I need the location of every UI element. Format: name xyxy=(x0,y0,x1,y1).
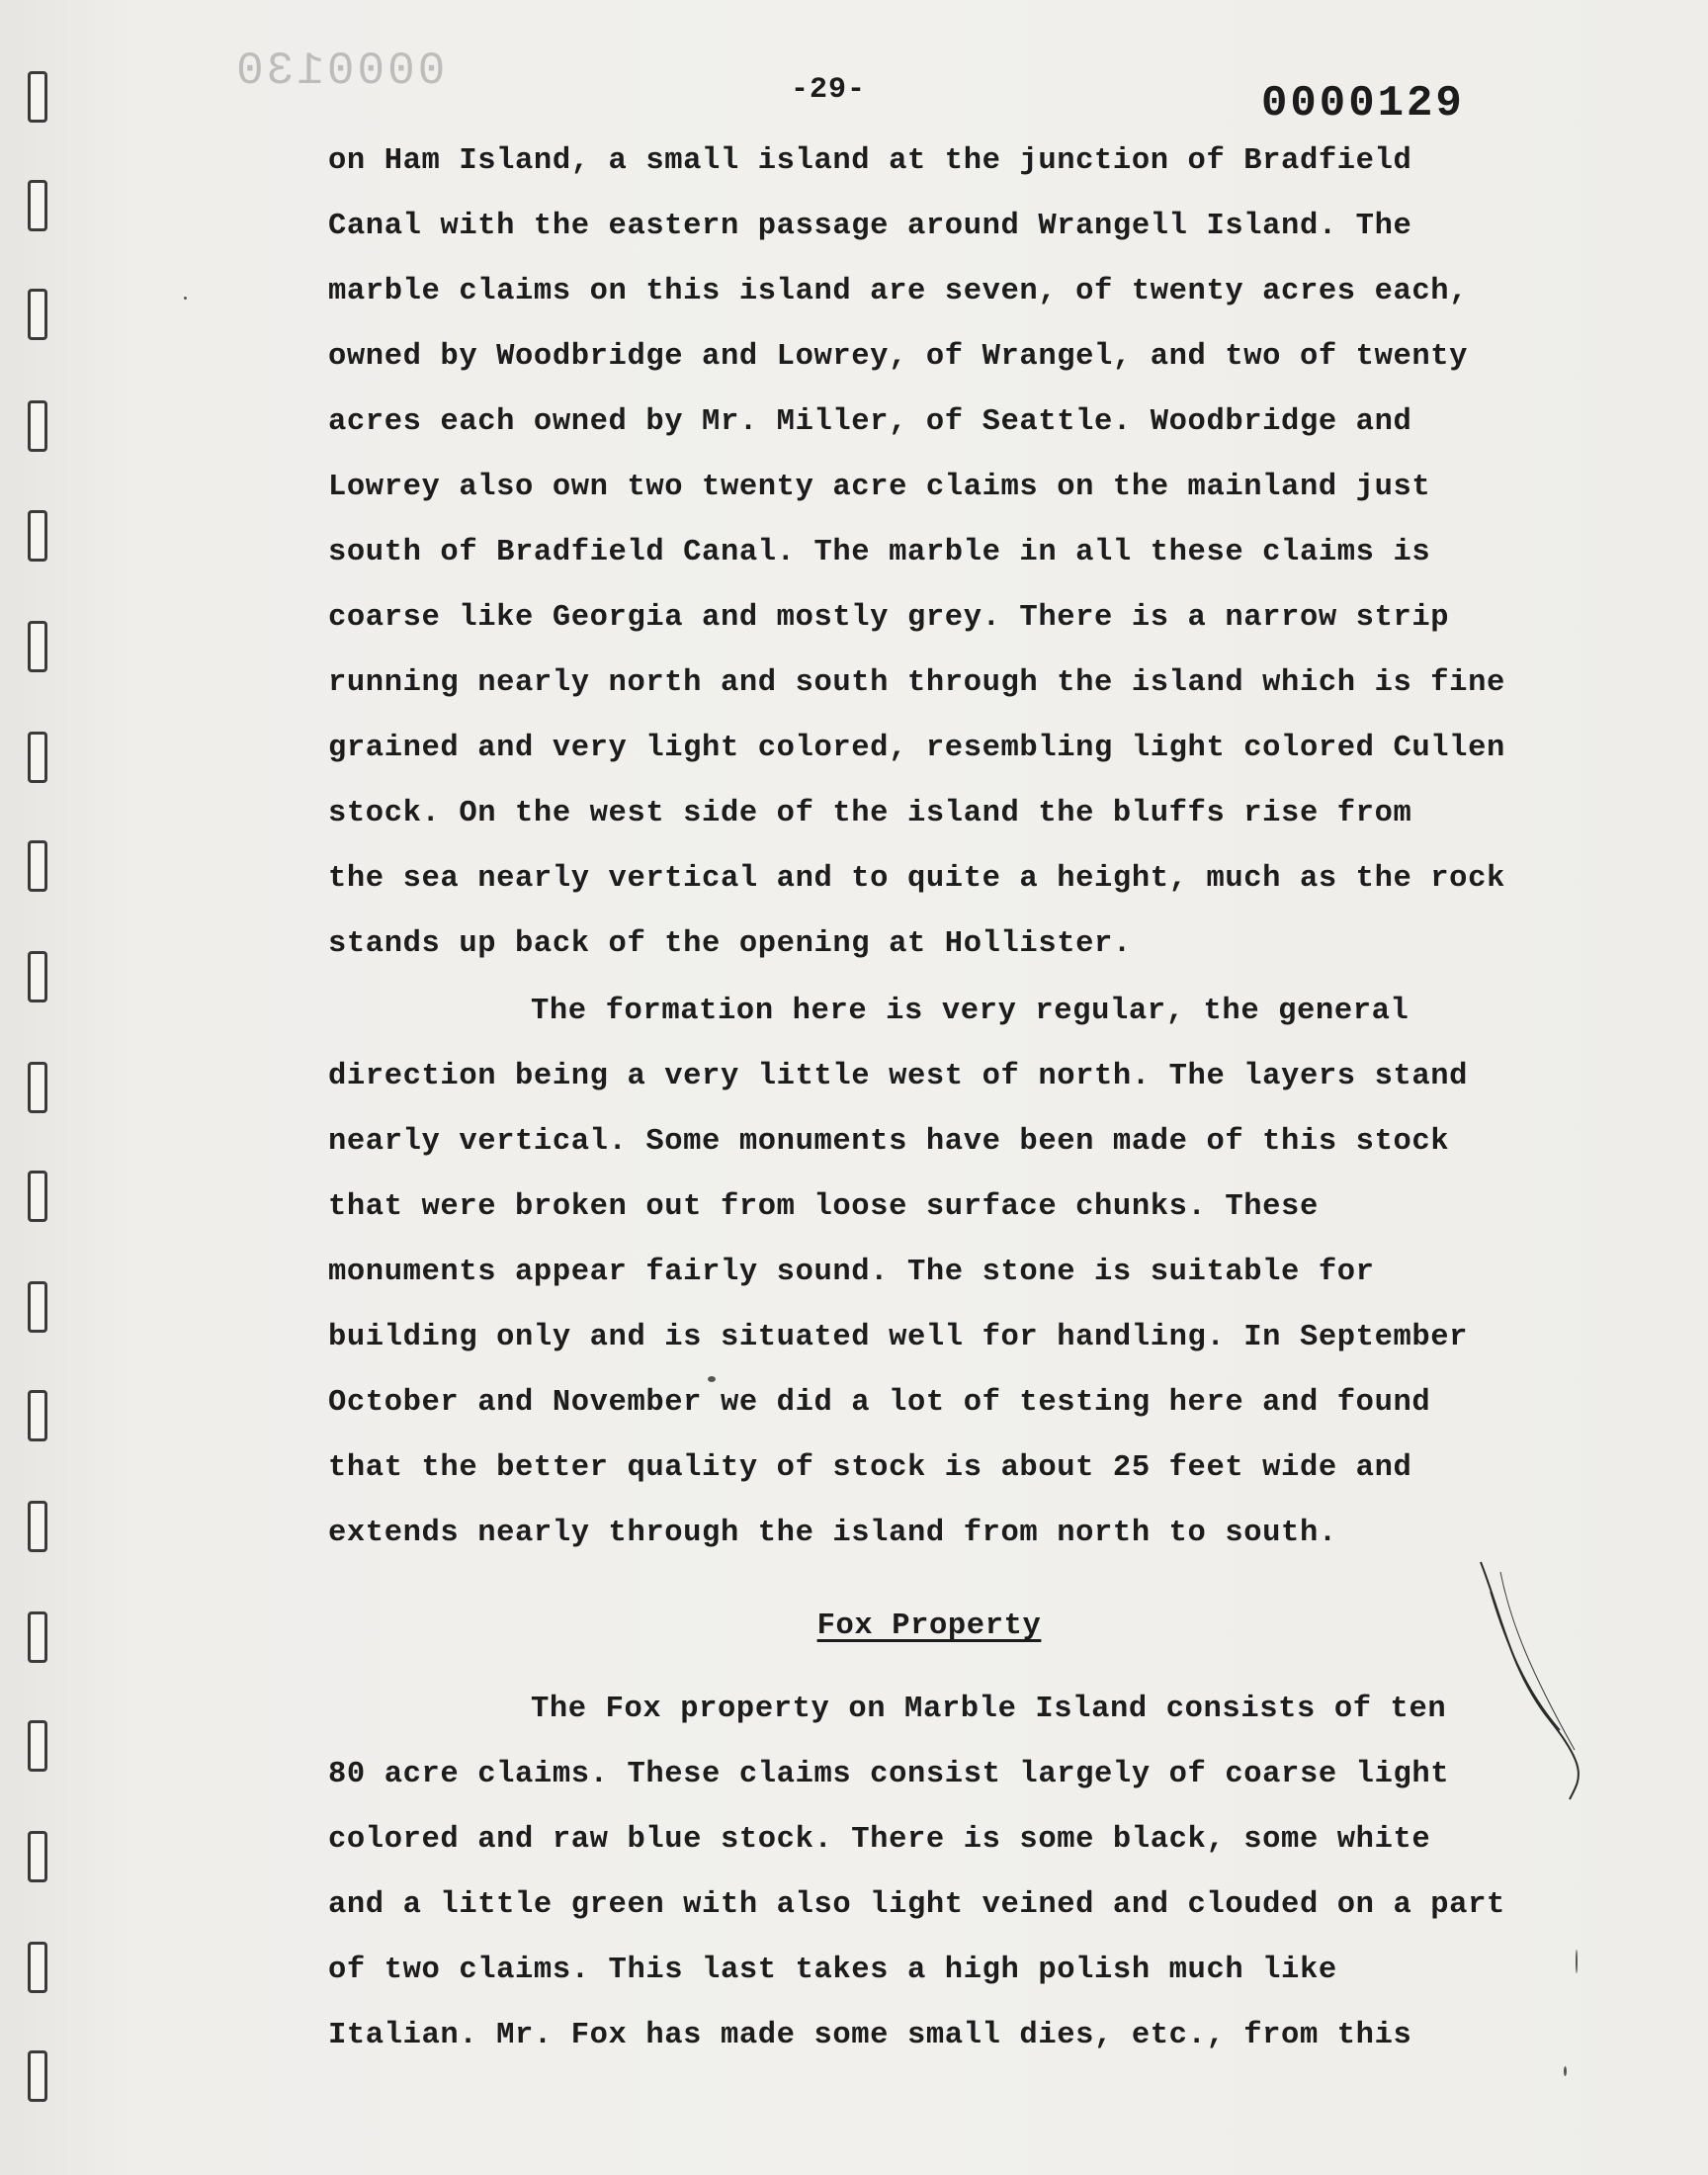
perforation-hole xyxy=(28,2050,47,2102)
perforation-hole xyxy=(28,1611,47,1663)
perforation-hole xyxy=(28,400,47,452)
perforation-hole xyxy=(28,1062,47,1113)
ink-speck xyxy=(184,297,187,300)
binder-perforation-strip xyxy=(24,59,55,2116)
text-line: grained and very light colored, resembling light colored Cullen xyxy=(328,732,1505,765)
text-line: of two claims. This last takes a high polish much like xyxy=(328,1954,1337,1987)
perforation-hole xyxy=(28,621,47,672)
perforation-hole xyxy=(28,289,47,340)
text-line: The Fox property on Marble Island consists of ten xyxy=(531,1693,1447,1726)
text-line: marble claims on this island are seven, of twenty acres each, xyxy=(328,275,1469,308)
paragraph-ham-island xyxy=(328,129,1593,977)
text-line: direction being a very little west of north. The layers stand xyxy=(328,1060,1469,1093)
ink-speck xyxy=(1576,1950,1578,1973)
perforation-hole xyxy=(28,1720,47,1772)
perforation-hole xyxy=(28,840,47,892)
bleed-through-document-id: 0000130 xyxy=(233,45,446,97)
text-line: coarse like Georgia and mostly grey. There is a narrow strip xyxy=(328,601,1450,635)
text-line: that the better quality of stock is about 25 feet wide and xyxy=(328,1451,1412,1485)
perforation-hole xyxy=(28,732,47,783)
perforation-hole xyxy=(28,510,47,562)
ink-speck xyxy=(708,1376,716,1382)
text-line: extends nearly through the island from north to south. xyxy=(328,1517,1337,1550)
perforation-hole xyxy=(28,1942,47,1993)
text-line: acres each owned by Mr. Miller, of Seattle. Woodbridge and xyxy=(328,405,1412,439)
text-line: south of Bradfield Canal. The marble in all these claims is xyxy=(328,536,1431,569)
perforation-hole xyxy=(28,1171,47,1222)
section-heading: Fox Property xyxy=(816,1610,1042,1643)
text-line: Canal with the eastern passage around Wrangell Island. The xyxy=(328,210,1412,243)
text-line: Lowrey also own two twenty acre claims on the mainland just xyxy=(328,471,1431,504)
pen-mark xyxy=(1471,1552,1589,1809)
text-line: 80 acre claims. These claims consist largely of coarse light xyxy=(328,1758,1450,1791)
page-number: -29- xyxy=(791,73,867,107)
text-line: and a little green with also light veined and clouded on a part xyxy=(328,1888,1505,1922)
text-line: monuments appear fairly sound. The stone is suitable for xyxy=(328,1256,1375,1289)
perforation-hole xyxy=(28,1831,47,1882)
text-line: stands up back of the opening at Hollister. xyxy=(328,927,1132,961)
paragraph-formation xyxy=(328,979,1593,1566)
paragraph-fox-property xyxy=(328,1677,1593,2068)
text-line: that were broken out from loose surface chunks. These xyxy=(328,1190,1319,1224)
text-line: running nearly north and south through the island which is fine xyxy=(328,666,1505,700)
perforation-hole xyxy=(28,1501,47,1552)
perforation-hole xyxy=(28,180,47,231)
text-line: nearly vertical. Some monuments have been made of this stock xyxy=(328,1125,1450,1159)
text-line: Italian. Mr. Fox has made some small dies, etc., from this xyxy=(328,2019,1412,2052)
ink-speck xyxy=(1564,2066,1567,2076)
text-line: colored and raw blue stock. There is some black, some white xyxy=(328,1823,1431,1857)
text-line: October and November we did a lot of testing here and found xyxy=(328,1386,1431,1420)
text-line: owned by Woodbridge and Lowrey, of Wrangel, and two of twenty xyxy=(328,340,1469,374)
perforation-hole xyxy=(28,71,47,123)
perforation-hole xyxy=(28,1390,47,1441)
document-id-stamp: 0000129 xyxy=(1261,79,1465,129)
text-line: stock. On the west side of the island the bluffs rise from xyxy=(328,797,1412,830)
perforation-hole xyxy=(28,1281,47,1333)
text-line: The formation here is very regular, the general xyxy=(531,995,1409,1028)
text-line: on Ham Island, a small island at the junction of Bradfield xyxy=(328,144,1412,178)
perforation-hole xyxy=(28,951,47,1002)
text-line: the sea nearly vertical and to quite a height, much as the rock xyxy=(328,862,1505,896)
text-line: building only and is situated well for handling. In September xyxy=(328,1321,1469,1354)
